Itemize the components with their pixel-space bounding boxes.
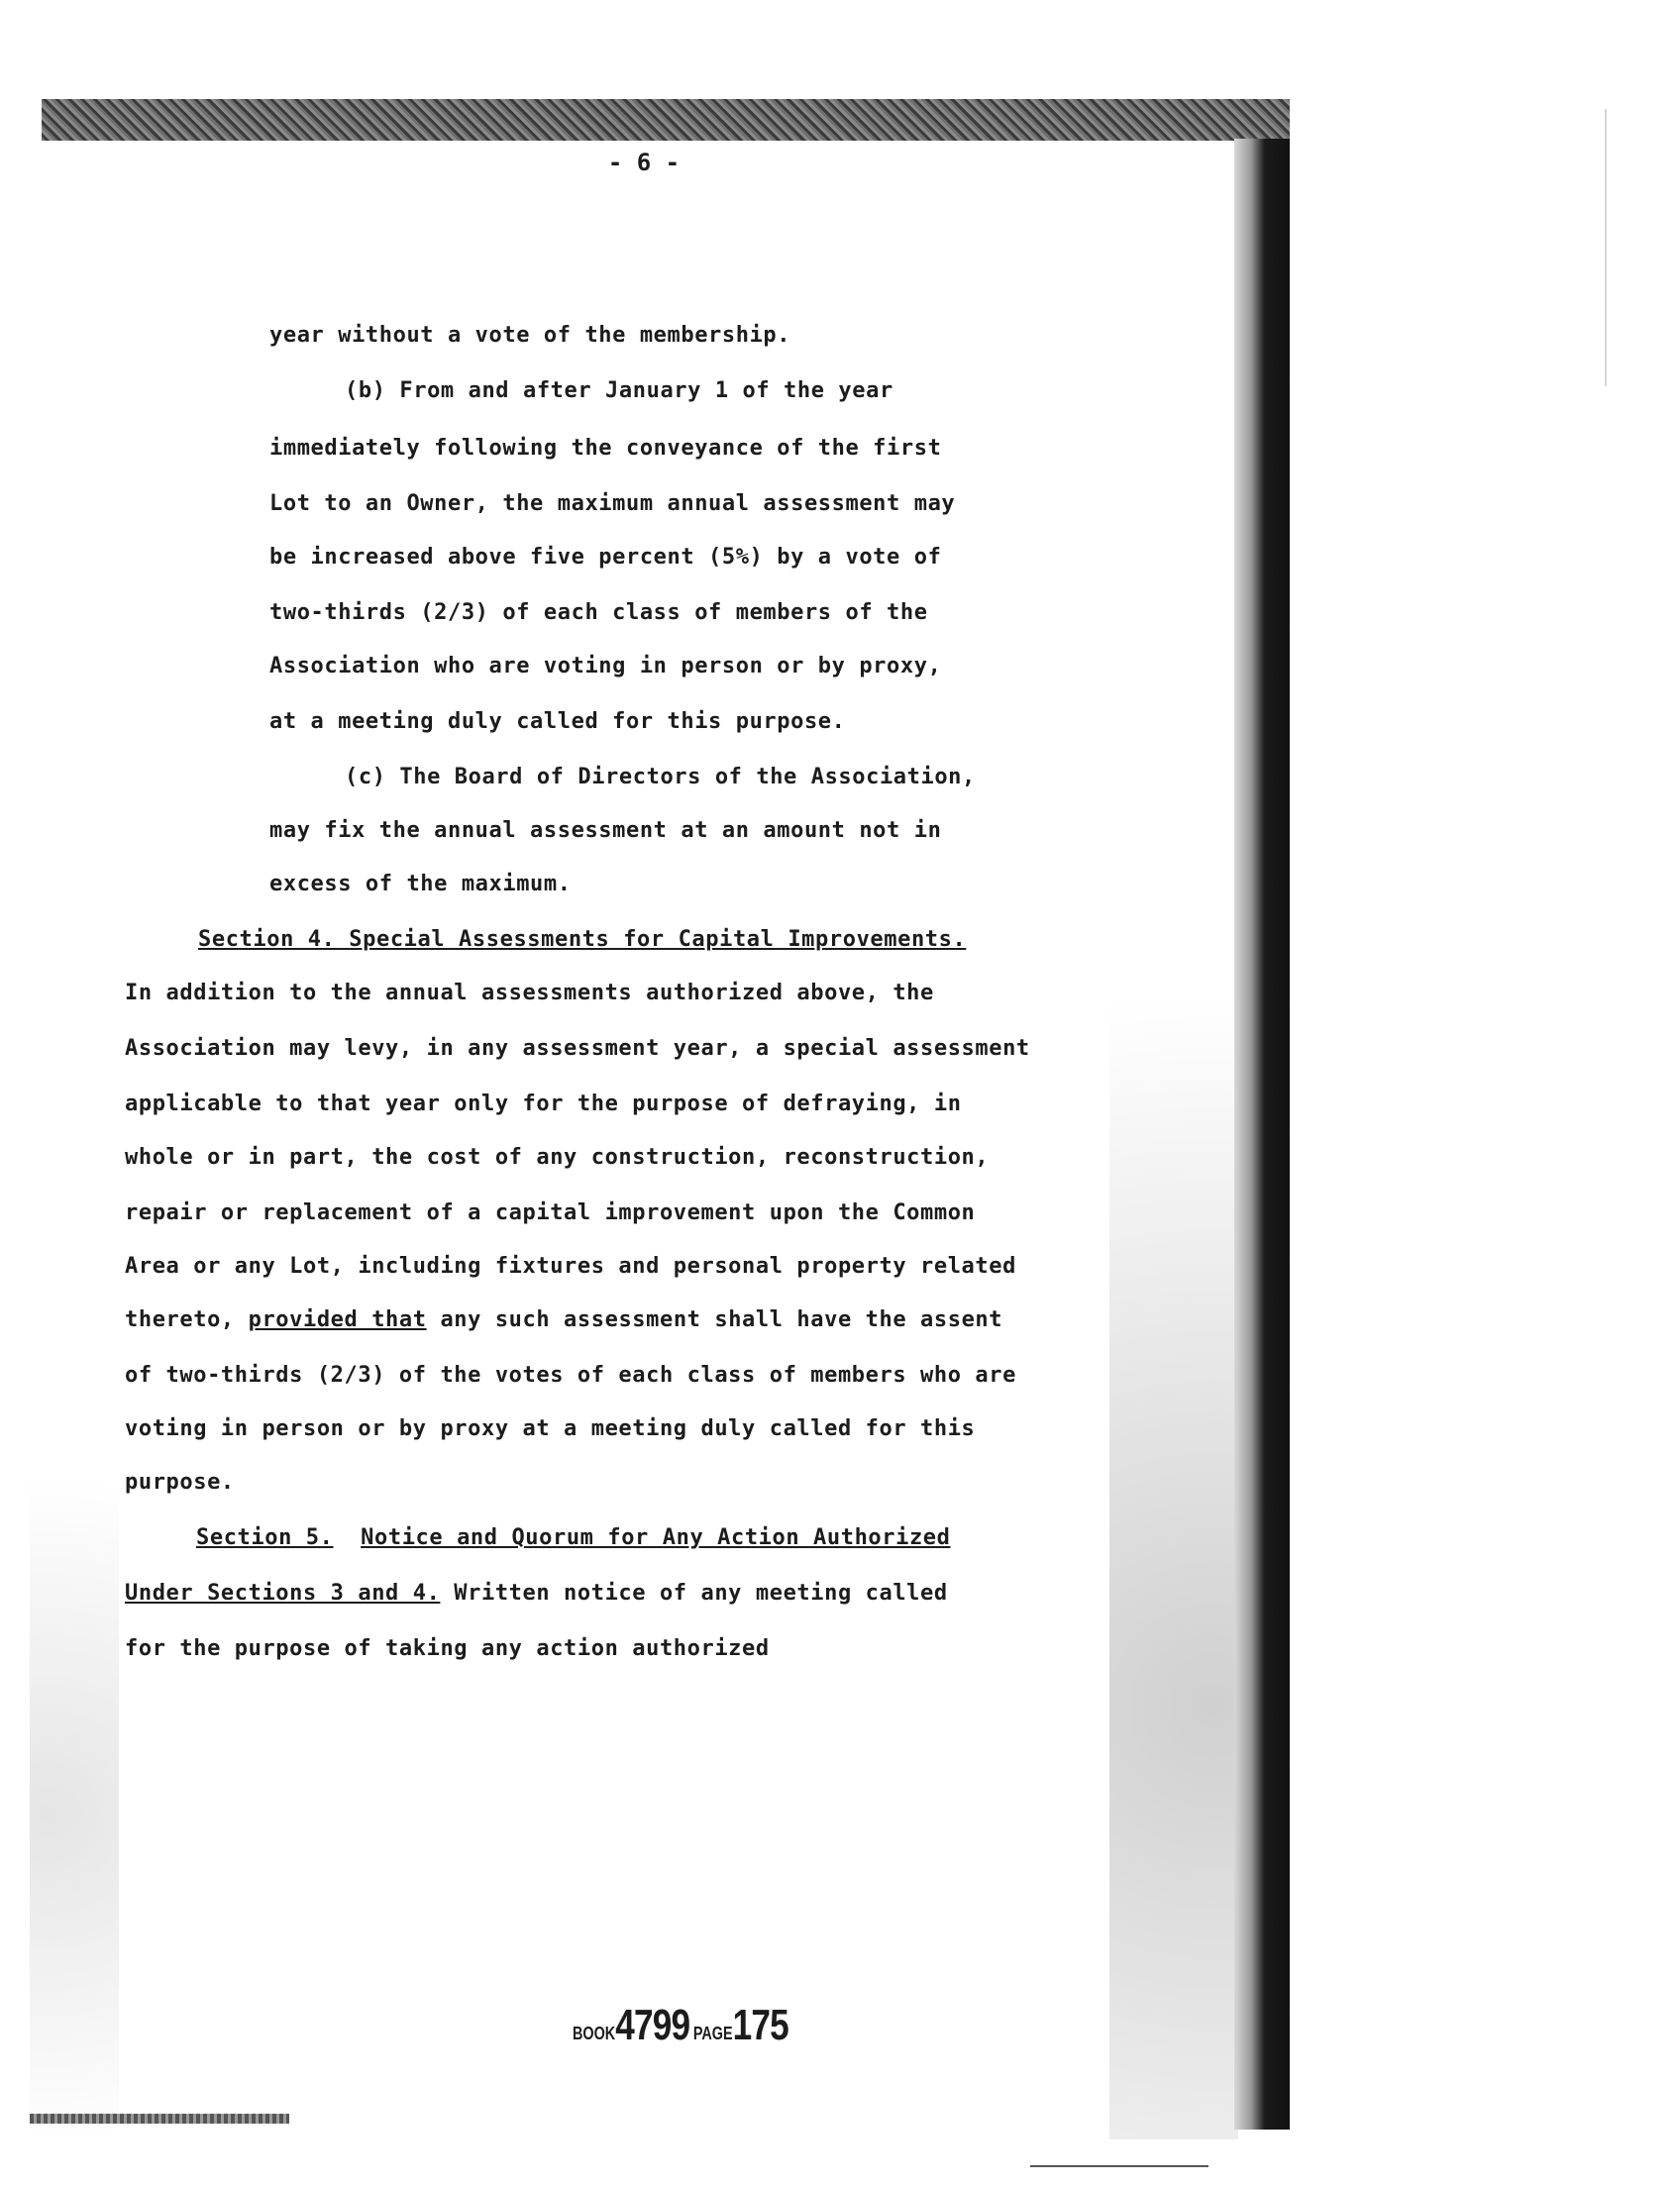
- text-line: (c) The Board of Directors of the Association,: [345, 765, 976, 789]
- book-label: BOOK: [573, 2024, 616, 2043]
- scan-right-edge: [1234, 139, 1290, 2130]
- book-page-reference: [573, 2001, 788, 2050]
- text-line: [125, 1307, 1002, 1332]
- text-line: year without a vote of the membership.: [269, 323, 791, 348]
- text-line: voting in person or by proxy at a meeting duly called for this: [125, 1416, 976, 1441]
- text-line: Association who are voting in person or by proxy,: [269, 654, 942, 678]
- text-segment: Written notice of any meeting called: [440, 1581, 948, 1606]
- text-line: applicable to that year only for the purpose of defraying, in: [125, 1092, 962, 1116]
- page-label: PAGE: [692, 2024, 733, 2043]
- recording-page-number: 175: [732, 2001, 788, 2049]
- text-line: [125, 1581, 948, 1606]
- text-segment: [333, 1525, 361, 1550]
- text-line: immediately following the conveyance of the first: [269, 436, 942, 461]
- scan-bottom-band: [30, 2114, 289, 2124]
- text-line: purpose.: [125, 1470, 235, 1495]
- section-5-title: Notice and Quorum for Any Action Authorized: [361, 1525, 951, 1550]
- scan-speckle-right: [1109, 693, 1238, 2139]
- text-line: be increased above five percent (5%) by a vote of: [269, 545, 942, 570]
- section-5-heading: [196, 1525, 951, 1550]
- text-line: for the purpose of taking any action authorized: [125, 1636, 770, 1661]
- book-number: 4799: [615, 2001, 690, 2049]
- section-4-heading: Section 4. Special Assessments for Capital Improvements.: [198, 927, 967, 952]
- text-line: whole or in part, the cost of any construction, reconstruction,: [125, 1145, 990, 1170]
- scan-top-band: [42, 99, 1290, 141]
- scan-bottom-rule: [1030, 2165, 1208, 2167]
- text-line: repair or replacement of a capital improvement upon the Common: [125, 1200, 976, 1225]
- provided-that-underlined: provided that: [248, 1307, 427, 1332]
- scan-margin-line: [1605, 109, 1607, 386]
- text-line: Association may levy, in any assessment year, a special assessment: [125, 1036, 1030, 1061]
- text-line: may fix the annual assessment at an amount not in: [269, 818, 942, 843]
- text-segment: thereto,: [125, 1307, 249, 1332]
- text-line: excess of the maximum.: [269, 872, 572, 896]
- section-5-title-continued: Under Sections 3 and 4.: [125, 1581, 441, 1606]
- text-line: In addition to the annual assessments authorized above, the: [125, 981, 934, 1005]
- text-line: Area or any Lot, including fixtures and personal property related: [125, 1254, 1016, 1279]
- text-line: two-thirds (2/3) of each class of members of the: [269, 600, 928, 625]
- scan-speckle-left: [30, 1337, 119, 2130]
- text-line: at a meeting duly called for this purpose.: [269, 709, 846, 734]
- section-5-label: Section 5.: [196, 1525, 334, 1550]
- page-number: - 6 -: [607, 149, 681, 176]
- text-line: (b) From and after January 1 of the year: [345, 378, 893, 403]
- text-line: Lot to an Owner, the maximum annual assessment may: [269, 491, 956, 516]
- text-line: of two-thirds (2/3) of the votes of each class of members who are: [125, 1363, 1016, 1388]
- text-segment: any such assessment shall have the assent: [426, 1307, 1003, 1332]
